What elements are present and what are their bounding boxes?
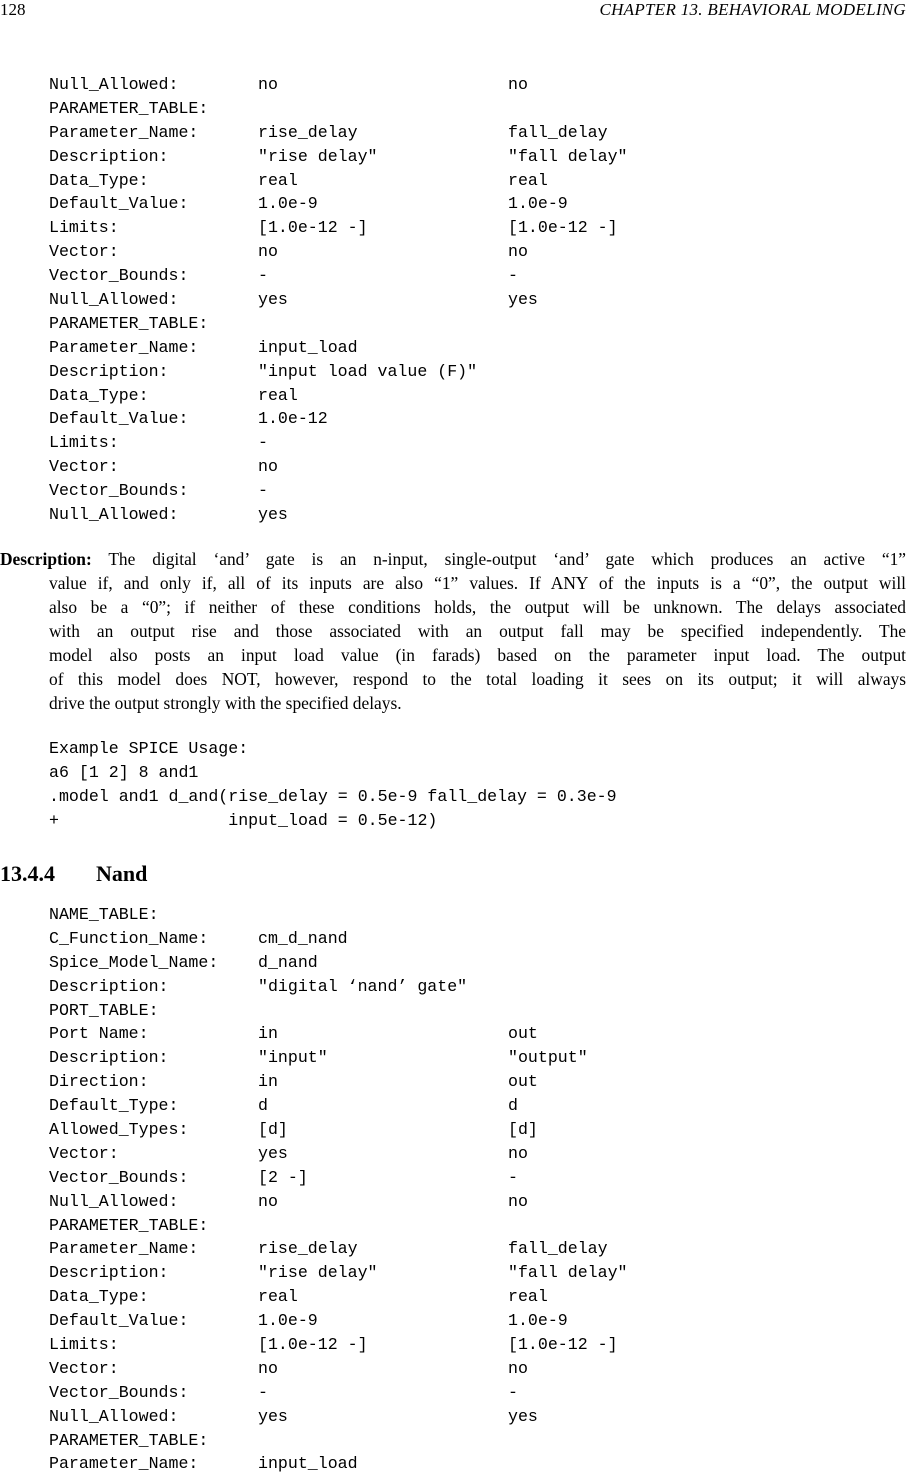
field-name: Null_Allowed: <box>49 290 179 310</box>
description-term: Description: <box>0 549 92 569</box>
field-name: Limits: <box>49 218 119 238</box>
description-first-line <box>0 547 906 571</box>
example-line: Example SPICE Usage: <box>49 739 249 758</box>
field-name: Limits: <box>49 433 119 453</box>
field-name: PARAMETER_TABLE: <box>49 98 209 118</box>
field-value: cm_d_nand <box>258 928 348 948</box>
field-name: Vector_Bounds: <box>49 266 189 286</box>
field-value: rise_delay <box>258 1239 358 1259</box>
field-value-second: fall_delay <box>508 122 608 142</box>
field-value: [1.0e-12 -] <box>258 1335 368 1355</box>
field-name: Description: <box>49 361 169 381</box>
field-name: Vector_Bounds: <box>49 1167 189 1187</box>
field-value-second: [d] <box>508 1120 538 1140</box>
example-line: a6 [1 2] 8 and1 <box>49 762 199 782</box>
field-value: 1.0e-9 <box>258 1311 318 1331</box>
field-value-second: no <box>508 1358 528 1378</box>
field-name: Data_Type: <box>49 1287 149 1307</box>
field-value: d_nand <box>258 952 318 972</box>
field-name: Port Name: <box>49 1024 149 1044</box>
field-value: yes <box>258 1143 288 1163</box>
field-value: - <box>258 266 268 286</box>
section-title: Nand <box>96 861 148 886</box>
field-name: Spice_Model_Name: <box>49 952 219 972</box>
field-value: rise_delay <box>258 122 358 142</box>
field-name: Allowed_Types: <box>49 1120 189 1140</box>
field-value: d <box>258 1096 268 1116</box>
running-head: CHAPTER 13. BEHAVIORAL MODELING <box>599 0 906 19</box>
field-value: no <box>258 1358 278 1378</box>
field-value: 1.0e-9 <box>258 194 318 214</box>
field-value-second: real <box>508 1287 548 1307</box>
field-value: "input" <box>258 1048 328 1068</box>
field-name: Parameter_Name: <box>49 1454 199 1474</box>
example-line: .model and1 d_and(rise_delay = 0.5e-9 fall_delay = 0.3e-9 <box>49 786 617 806</box>
page-header <box>0 0 906 22</box>
field-value: input_load <box>258 337 358 357</box>
description-line: of this model does NOT, however, respond to the total loading it sees on its output; it will always <box>49 669 906 689</box>
field-value: 1.0e-12 <box>258 409 328 429</box>
field-value-second: 1.0e-9 <box>508 194 568 214</box>
field-value: real <box>258 385 298 405</box>
field-value-second: "fall delay" <box>508 146 628 166</box>
field-name: PARAMETER_TABLE: <box>49 1430 209 1450</box>
field-value-second: [1.0e-12 -] <box>508 1335 618 1355</box>
field-value: no <box>258 1191 278 1211</box>
field-value: [1.0e-12 -] <box>258 218 368 238</box>
field-value: "rise delay" <box>258 1263 378 1283</box>
field-value-second: - <box>508 266 518 286</box>
description-line: also be a “0”; if neither of these conditions holds, the output will be unknown. The delays associated <box>49 597 906 617</box>
description-line: drive the output strongly with the specified delays. <box>49 693 402 713</box>
field-value-second: no <box>508 1143 528 1163</box>
field-value: yes <box>258 1406 288 1426</box>
field-value-second: d <box>508 1096 518 1116</box>
field-name: Null_Allowed: <box>49 1191 179 1211</box>
field-value: no <box>258 242 278 262</box>
description-line: value if, and only if, all of its inputs are also “1” values. If ANY of the inputs is a “0”, the output will <box>49 573 906 593</box>
field-value: - <box>258 481 268 501</box>
field-name: Description: <box>49 146 169 166</box>
description-line: with an output rise and those associated with an output fall may be specified independently. The <box>49 621 906 641</box>
field-name: Vector: <box>49 457 119 477</box>
field-name: Default_Value: <box>49 409 189 429</box>
field-value: [d] <box>258 1120 288 1140</box>
description-line: The digital ‘and’ gate is an n-input, single-output ‘and’ gate which produces an active “1” <box>108 549 906 569</box>
field-name: Default_Value: <box>49 194 189 214</box>
example-line: + input_load = 0.5e-12) <box>49 810 438 830</box>
field-name: NAME_TABLE: <box>49 905 159 924</box>
field-value: - <box>258 433 268 453</box>
field-name: PARAMETER_TABLE: <box>49 313 209 333</box>
field-value-second: "fall delay" <box>508 1263 628 1283</box>
page-number: 128 <box>0 0 26 19</box>
field-value: in <box>258 1072 278 1092</box>
field-name: Vector_Bounds: <box>49 481 189 501</box>
field-value: real <box>258 170 298 190</box>
field-value-second: "output" <box>508 1048 588 1068</box>
field-value-second: real <box>508 170 548 190</box>
field-name: Null_Allowed: <box>49 75 179 94</box>
example-spice-usage <box>49 737 617 833</box>
field-value-second: fall_delay <box>508 1239 608 1259</box>
field-name: Limits: <box>49 1335 119 1355</box>
field-name: Description: <box>49 1263 169 1283</box>
field-name: Data_Type: <box>49 170 149 190</box>
field-value-second: - <box>508 1382 518 1402</box>
field-name: Data_Type: <box>49 385 149 405</box>
field-name: Parameter_Name: <box>49 122 199 142</box>
field-name: Vector: <box>49 1358 119 1378</box>
field-value-second: no <box>508 1191 528 1211</box>
description-line: model also posts an input load value (in farads) based on the parameter input load. The output <box>49 645 906 665</box>
field-name: Vector_Bounds: <box>49 1382 189 1402</box>
field-value-second: yes <box>508 290 538 310</box>
field-value-second: out <box>508 1024 538 1044</box>
field-value: no <box>258 457 278 477</box>
field-name: Vector: <box>49 242 119 262</box>
field-name: Description: <box>49 1048 169 1068</box>
field-name: Default_Value: <box>49 1311 189 1331</box>
field-value: in <box>258 1024 278 1044</box>
field-value: yes <box>258 505 288 525</box>
field-name: Description: <box>49 976 169 996</box>
field-value-second: [1.0e-12 -] <box>508 218 618 238</box>
field-name: PARAMETER_TABLE: <box>49 1215 209 1235</box>
field-name: Parameter_Name: <box>49 1239 199 1259</box>
field-name: Parameter_Name: <box>49 337 199 357</box>
field-value: "digital ‘nand’ gate" <box>258 976 468 996</box>
field-value-second: - <box>508 1167 518 1187</box>
description-paragraph <box>0 547 906 715</box>
field-value-second: no <box>508 75 528 94</box>
field-name: Direction: <box>49 1072 149 1092</box>
field-value: input_load <box>258 1454 358 1474</box>
field-value: yes <box>258 290 288 310</box>
field-name: C_Function_Name: <box>49 928 209 948</box>
field-value-second: out <box>508 1072 538 1092</box>
field-name: Null_Allowed: <box>49 1406 179 1426</box>
field-value-second: no <box>508 242 528 262</box>
field-value: - <box>258 1382 268 1402</box>
field-name: Null_Allowed: <box>49 505 179 525</box>
field-name: Default_Type: <box>49 1096 179 1116</box>
field-value: no <box>258 75 278 94</box>
section-number: 13.4.4 <box>0 861 55 886</box>
field-name: PORT_TABLE: <box>49 1000 159 1020</box>
field-value-second: 1.0e-9 <box>508 1311 568 1331</box>
field-value: "rise delay" <box>258 146 378 166</box>
field-name: Vector: <box>49 1143 119 1163</box>
section-heading <box>0 861 147 887</box>
field-value: real <box>258 1287 298 1307</box>
field-value-second: yes <box>508 1406 538 1426</box>
field-value: [2 -] <box>258 1167 308 1187</box>
field-value: "input load value (F)" <box>258 361 478 381</box>
